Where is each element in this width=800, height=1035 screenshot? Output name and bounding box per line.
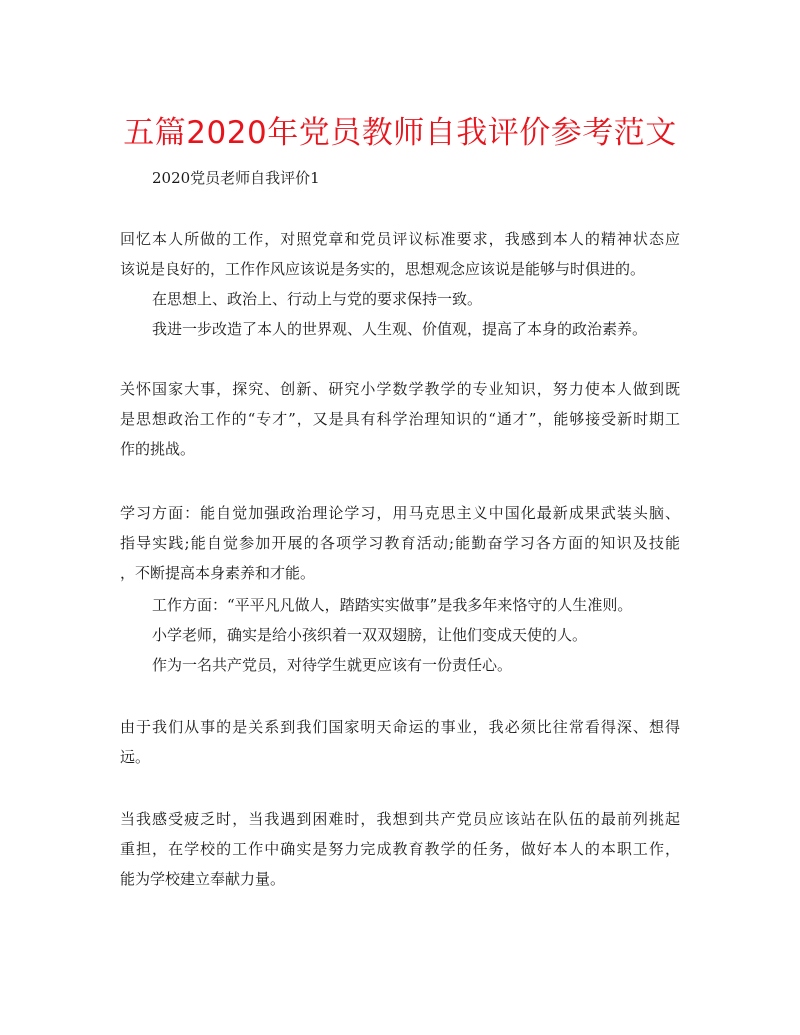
paragraph-10 bbox=[120, 804, 680, 894]
paragraph-4 bbox=[120, 374, 680, 464]
paragraph-4-line-2: 是思想政治工作的“专才”，又是具有科学治理知识的“通才”，能够接受新时期工 bbox=[120, 410, 680, 428]
paragraph-8: 作为一名共产党员，对待学生就更应该有一份责任心。 bbox=[152, 656, 513, 674]
paragraph-10-line-1: 当我感受疲乏时，当我遇到困难时，我想到共产党员应该站在队伍的最前列挑起 bbox=[120, 810, 680, 828]
paragraph-5-line-2: 指导实践;能自觉参加开展的各项学习教育活动;能勤奋学习各方面的知识及技能 bbox=[120, 534, 680, 552]
paragraph-9-line-2: 远。 bbox=[120, 748, 151, 766]
paragraph-1 bbox=[120, 224, 680, 284]
paragraph-5-line-1: 学习方面：能自觉加强政治理论学习，用马克思主义中国化最新成果武装头脑、 bbox=[120, 504, 680, 522]
document-subtitle: 2020党员老师自我评价1 bbox=[152, 169, 320, 187]
paragraph-3: 我进一步改造了本人的世界观、人生观、价值观，提高了本身的政治素养。 bbox=[152, 320, 648, 338]
paragraph-9-line-1: 由于我们从事的是关系到我们国家明天命运的事业，我必须比往常看得深、想得 bbox=[120, 718, 680, 736]
paragraph-4-line-1: 关怀国家大事，探究、创新、研究小学数学教学的专业知识，努力使本人做到既 bbox=[120, 380, 680, 398]
document-title: 五篇2020年党员教师自我评价参考范文 bbox=[123, 115, 677, 151]
paragraph-6: 工作方面：“平平凡凡做人，踏踏实实做事”是我多年来恪守的人生准则。 bbox=[152, 596, 633, 614]
paragraph-4-line-3: 作的挑战。 bbox=[120, 440, 196, 458]
paragraph-10-line-3: 能为学校建立奉献力量。 bbox=[120, 870, 286, 888]
paragraph-10-line-2: 重担，在学校的工作中确实是努力完成教育教学的任务，做好本人的本职工作， bbox=[120, 840, 680, 858]
paragraph-5 bbox=[120, 498, 680, 588]
paragraph-9 bbox=[120, 712, 680, 772]
paragraph-1-line-1: 回忆本人所做的工作，对照党章和党员评议标准要求，我感到本人的精神状态应 bbox=[120, 230, 680, 248]
paragraph-1-line-2: 该说是良好的，工作作风应该说是务实的，思想观念应该说是能够与时俱进的。 bbox=[120, 260, 646, 278]
paragraph-7: 小学老师，确实是给小孩织着一双双翅膀，让他们变成天使的人。 bbox=[152, 626, 588, 644]
paragraph-5-line-3: ，不断提高本身素养和才能。 bbox=[120, 564, 316, 582]
paragraph-2: 在思想上、政治上、行动上与党的要求保持一致。 bbox=[152, 290, 483, 308]
